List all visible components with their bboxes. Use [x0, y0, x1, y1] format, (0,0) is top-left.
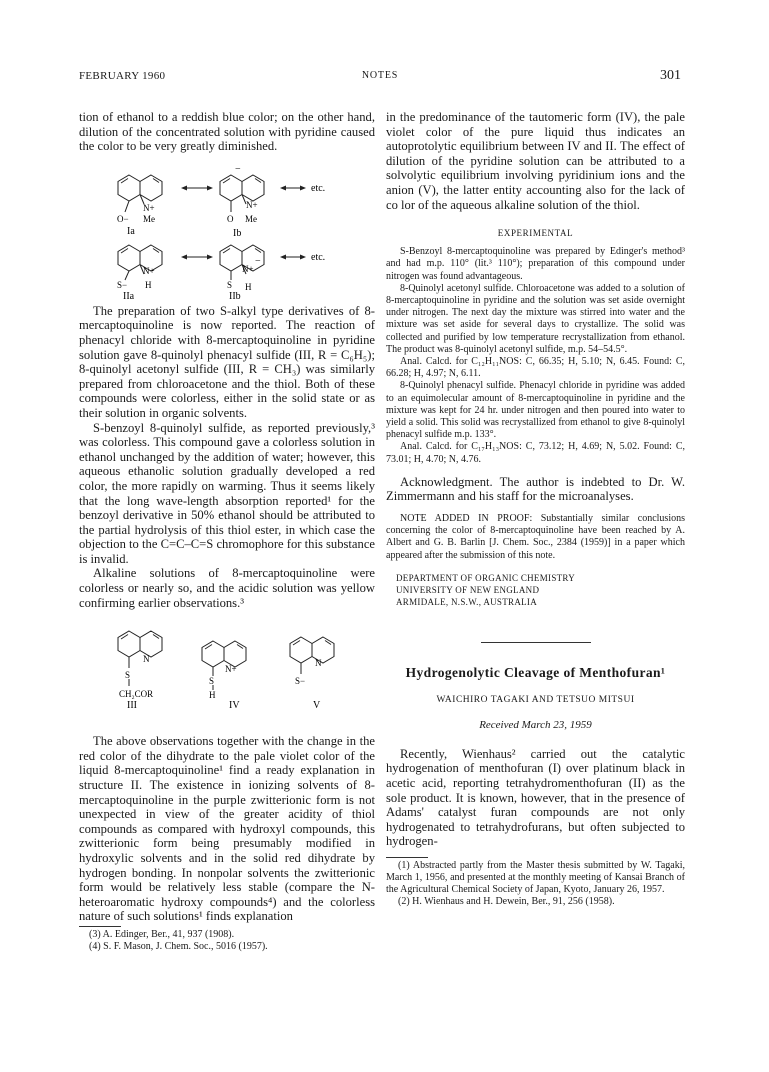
atom-O-minus: O− — [117, 213, 129, 224]
footnote-rule — [386, 857, 428, 858]
substituent-III: CH₂COR — [119, 689, 154, 700]
footnote-1: (1) Abstracted partly from the Master thesis submitted by W. Tagaki, March 1, 1956, and presented at the monthly meeting of Kansai Branch of the Agricultural Chemical Society of Japan, Kyoto, January 26, 1957. — [386, 859, 685, 895]
label-IV: IV — [229, 700, 240, 712]
article-authors: WAICHIRO TAGAKI AND TETSUO MITSUI — [436, 694, 635, 705]
left-paragraph-3: S-benzoyl 8-quinolyl sulfide, as reported previously,³ was colorless. This compound gave a colorless solution in ethanol unchanged by the addition of water; however, this aqueous ethanolic solution gradually developed a red color, the more rapidly on warming. Thus it seems likely that the long wave-length absorption reported¹ for the benzoyl derivative in 50% ethanol should be attributed to the partial hydrolysis of this thiol ester, in which case the objection to the C=C–C=S chromophore for this substance is invalid. — [79, 420, 375, 566]
affiliation-line: DEPARTMENT OF ORGANIC CHEMISTRY — [396, 572, 576, 583]
left-paragraph-5: The above observations together with the change in the red color of the dihydrate to the pale violet color of the liquid 8-mercaptoquinoline¹ find a ready explanation in structure II. The existence in ionizing solvents of 8-mercaptoquinoline in the purple zwitterionic form is not unexpected in view of the greater acidity of thiol compounds as compared with hydroxyl compounds, this zwitterionic form being presumably modified in hydroxylic solvents and in the solid red dihydrate by hydrogen bonding. In nonpolar solvents the zwitterionic form would be relatively less stable (compare the N-heteroaromatic hydroxy compounds⁴) and the colorless nature of such solutions¹ finds explanation — [79, 734, 375, 924]
atom-minus: − — [255, 255, 261, 267]
experimental-paragraph-1: S-Benzoyl 8-mercaptoquinoline was prepared by Edinger's method³ and had m.p. 110° (lit.³ 110°); preparation of this compound under nitrogen was found advantageous. — [386, 246, 685, 282]
atom-N-plus: N+ — [143, 265, 155, 276]
substituent-IV: H — [209, 690, 216, 701]
atom-Me: Me — [143, 213, 155, 224]
atom-S: S — [209, 676, 215, 687]
experimental-paragraph-3: 8-Quinolyl phenacyl sulfide. Phenacyl chloride in pyridine was added to an equimolecular amount of 8-mercaptoquinoline in pyridine and the mixture was kept for 24 hr. under nitrogen and then poured into water to yield a solid. This solid was recrystallized from ethanol to give 8-quinolyl phenacyl sulfide m.p. 133°. — [386, 380, 685, 441]
footnote-3: (3) A. Edinger, Ber., 41, 937 (1908). — [89, 928, 235, 940]
label-IIb: IIb — [229, 290, 241, 300]
affiliation-line: ARMIDALE, N.S.W., AUSTRALIA — [396, 596, 538, 607]
header-date: FEBRUARY 1960 — [79, 70, 166, 82]
received-date: Received March 23, 1959 — [479, 718, 592, 731]
experimental-paragraph-2: 8-Quinolyl acetonyl sulfide. Chloroacetone was added to a solution of 8-mercaptoquinoline in pyridine and the solution was set aside overnight under nitrogen. The next day the mixture was stirred into water and the mixture was set aside for several days to crystallize. The solid was collected and purified by low temperature recrystallization from ethanol. The product was 8-quinolyl acetonyl sulfide, m.p. 54–54.5°. — [386, 282, 685, 355]
analysis-1: Anal. Calcd. for C₁₂H₁₁NOS: C, 66.35; H, 5.10; N, 6.45. Found: C, 66.28; H, 4.97; N, 6.11. — [386, 355, 685, 380]
affiliation-line: UNIVERSITY OF NEW ENGLAND — [396, 584, 540, 595]
atom-N: N — [143, 654, 150, 665]
atom-S: S — [227, 279, 233, 290]
atom-N-plus: N+ — [242, 263, 254, 274]
atom-N: N — [315, 658, 322, 669]
page-header — [79, 68, 681, 88]
experimental-heading: EXPERIMENTAL — [497, 228, 574, 239]
tautomer-scheme — [79, 160, 375, 300]
label-V: V — [313, 700, 321, 712]
atom-S: S — [125, 670, 131, 681]
structure-Ia — [118, 175, 162, 212]
label-Ia: Ia — [127, 225, 135, 237]
substituent-V: S− — [295, 676, 306, 687]
right-paragraph-1: in the predominance of the tautomeric form (IV), the pale violet color of the pure liquid thus indicates an autoprotolytic equilibrium between IV and II. The effect of dilution of the pyridine solution can be attributed to a solvolytic equilibrium involving pyridinium ions and the anion (V), the latter entity accounting also for the lack of co lor of the aqueous alkaline solution of the thiol. — [386, 110, 685, 212]
atom-Me: Me — [245, 213, 257, 224]
tautomer-structures — [79, 160, 375, 300]
resonance-arrow — [280, 185, 306, 190]
left-paragraph-4: Alkaline solutions of 8-mercaptoquinoline were colorless or nearly so, and the acidic solution was yellow confirming earlier observations.³ — [79, 566, 375, 610]
atom-H: H — [245, 281, 252, 292]
footnote-2: (2) H. Wienhaus and H. Dewein, Ber., 91, 256 (1958). — [398, 895, 615, 907]
structures-III-IV-V — [79, 622, 375, 724]
affiliation — [386, 572, 685, 608]
right-paragraph-2: Recently, Wienhaus² carried out the catalytic hydrogenation of menthofuran (I) over platinum black in acetic acid, reporting tetrahydromenthofuran (II) as the sole product. It is known, however, that in the presence of Adams' catalyst furan compounds are not only hydrogenated to tetrahydrofurans, but often subjected to hydrogen- — [386, 746, 685, 849]
atom-N-plus: N+ — [143, 202, 155, 213]
atom-N-plus: N+ — [246, 199, 258, 210]
analysis-2: Anal. Calcd. for C₁₇H₁₃NOS: C, 73.12; H, 4.69; N, 5.02. Found: C, 73.01; H, 4.70; N, 4.76. — [386, 441, 685, 465]
etc-text: etc. — [311, 251, 326, 263]
atom-N-plus: N+ — [225, 664, 237, 675]
structure-V — [290, 637, 334, 674]
note-added-in-proof: NOTE ADDED IN PROOF: Substantially similar conclusions concerning the color of 8-mercaptoquinoline have been reached by A. Albert and G. B. Barlin [J. Chem. Soc., 2384 (1959)] in a paper which appeared after the submission of this note. — [386, 513, 685, 561]
resonance-arrow — [280, 254, 306, 259]
acknowledgment: Acknowledgment. The author is indebted to Dr. W. Zimmermann and his staff for the microanalyses. — [386, 474, 685, 504]
label-III: III — [127, 700, 137, 712]
atom-S-minus: S− — [117, 279, 128, 290]
label-Ib: Ib — [233, 227, 242, 239]
resonance-arrow — [181, 185, 213, 190]
footnote-4: (4) S. F. Mason, J. Chem. Soc., 5016 (1957). — [89, 940, 268, 952]
right-column — [386, 110, 685, 908]
atom-O: O — [227, 213, 234, 224]
etc-text: etc. — [311, 182, 326, 194]
header-section: NOTES — [361, 70, 399, 81]
resonance-arrow — [181, 254, 213, 259]
label-IIa: IIa — [123, 290, 135, 300]
footnote-rule — [79, 926, 121, 927]
left-paragraph-2: The preparation of two S-alkyl type derivatives of 8-mercaptoquinoline is now reported. The reaction of phenacyl chloride with 8-mercaptoquinoline in pyridine solution gave 8-quinolyl phenacyl sulfide (III, R = C₆H₅); 8-quinolyl acetonyl sulfide (III, R = CH₃) was similarly prepared from chloroacetone and the thiol. Both of these compounds were colorless, either in the solid state or as their solution in organic solvents. — [79, 303, 375, 420]
atom-minus: − — [235, 163, 241, 175]
article-title: Hydrogenolytic Cleavage of Menthofuran¹ — [405, 664, 666, 680]
left-column — [79, 110, 375, 953]
atom-H: H — [145, 279, 152, 290]
article-separator — [481, 642, 591, 643]
quinoline-structures — [79, 622, 375, 724]
structure-IIa — [118, 245, 162, 280]
left-paragraph-1: tion of ethanol to a reddish blue color; on the other hand, dilution of the concentrated solution with pyridine caused the color to be very greatly diminished. — [79, 110, 375, 154]
page-number: 301 — [660, 68, 681, 83]
